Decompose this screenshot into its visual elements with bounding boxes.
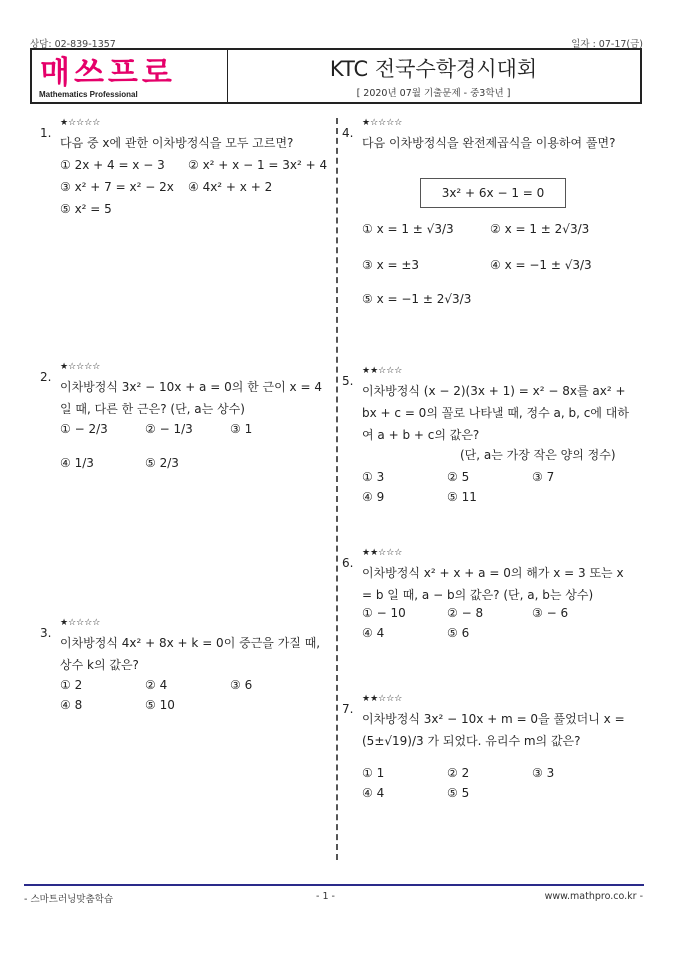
question-text: 이차방정식 3x² − 10x + a = 0의 한 근이 x = 4일 때, 다른 한 근은? (단, a는 상수) <box>60 380 322 416</box>
option-5[interactable]: ⑤ x² = 5 <box>60 202 112 216</box>
option-3[interactable]: ③ x = ±3 <box>362 258 420 272</box>
equation-box: 3x² + 6x − 1 = 0 <box>420 178 566 208</box>
question-number: 2. <box>40 370 52 384</box>
logo <box>32 50 228 102</box>
question-number: 5. <box>342 374 354 388</box>
option-2[interactable]: ② 5 <box>447 470 470 484</box>
question-6 <box>342 548 632 648</box>
option-5[interactable]: ⑤ 5 <box>447 786 470 800</box>
page-header <box>30 48 642 104</box>
question-7 <box>342 694 632 804</box>
question-text: 이차방정식 (x − 2)(3x + 1) = x² − 8x를 ax² + bx + c = 0의 꼴로 나타낼 때, 정수 a, b, c에 대하여 a + b + c의 값은? <box>362 384 629 442</box>
difficulty-stars: ★★☆☆☆ <box>362 366 403 376</box>
page-title: KTC 전국수학경시대회 <box>329 57 538 81</box>
difficulty-stars: ★☆☆☆☆ <box>60 362 101 372</box>
option-3[interactable]: ③ − 6 <box>532 606 569 620</box>
page-number: - 1 - <box>316 891 335 902</box>
question-text: 이차방정식 4x² + 8x + k = 0이 중근을 가질 때, 상수 k의 값은? <box>60 636 321 672</box>
option-4[interactable]: ④ 4 <box>362 786 385 800</box>
difficulty-stars: ★☆☆☆☆ <box>60 118 101 128</box>
option-1[interactable]: ① 2 <box>60 678 83 692</box>
question-4 <box>342 118 632 318</box>
exam-date: 일자 : 07-17(금) <box>571 39 643 50</box>
option-4[interactable]: ④ 1/3 <box>60 456 94 470</box>
page-subtitle: [ 2020년 07월 기출문제 - 중3학년 ] <box>356 88 511 99</box>
option-3[interactable]: ③ 1 <box>230 422 253 436</box>
option-4[interactable]: ④ 9 <box>362 490 385 504</box>
option-2[interactable]: ② 2 <box>447 766 470 780</box>
option-4[interactable]: ④ x = −1 ± √3/3 <box>490 258 592 272</box>
option-5[interactable]: ⑤ x = −1 ± 2√3/3 <box>362 292 472 306</box>
logo-mark <box>38 54 220 88</box>
question-text: 다음 이차방정식을 완전제곱식을 이용하여 풀면? <box>362 136 616 150</box>
footer-left: - 스마트러닝맞춤학습 <box>24 894 114 905</box>
question-number: 6. <box>342 556 354 570</box>
option-4[interactable]: ④ 4x² + x + 2 <box>188 180 273 194</box>
option-3[interactable]: ③ x² + 7 = x² − 2x <box>60 180 174 194</box>
question-1 <box>40 118 330 218</box>
option-3[interactable]: ③ 6 <box>230 678 253 692</box>
question-number: 4. <box>342 126 354 140</box>
option-1[interactable]: ① 2x + 4 = x − 3 <box>60 158 165 172</box>
option-4[interactable]: ④ 4 <box>362 626 385 640</box>
logo-text: 매쓰프로 <box>40 55 176 88</box>
difficulty-stars: ★★☆☆☆ <box>362 694 403 704</box>
option-1[interactable]: ① 3 <box>362 470 385 484</box>
question-text: 이차방정식 x² + x + a = 0의 해가 x = 3 또는 x = b 일 때, a − b의 값은? (단, a, b는 상수) <box>362 566 624 602</box>
option-4[interactable]: ④ 8 <box>60 698 83 712</box>
question-text: 다음 중 x에 관한 이차방정식을 모두 고르면? <box>60 136 294 150</box>
option-1[interactable]: ① − 2/3 <box>60 422 108 436</box>
option-1[interactable]: ① 1 <box>362 766 385 780</box>
condition-note: (단, a는 가장 작은 양의 정수) <box>460 448 616 462</box>
counsel-phone: 상담: 02-839-1357 <box>30 39 116 50</box>
option-1[interactable]: ① x = 1 ± √3/3 <box>362 222 454 236</box>
difficulty-stars: ★☆☆☆☆ <box>60 618 101 628</box>
question-text: 이차방정식 3x² − 10x + m = 0을 풀었더니 x = (5±√19)/3 가 되었다. 유리수 m의 값은? <box>362 712 625 748</box>
question-number: 3. <box>40 626 52 640</box>
footer-link[interactable]: www.mathpro.co.kr - <box>544 891 643 902</box>
difficulty-stars: ★★☆☆☆ <box>362 548 403 558</box>
question-3 <box>40 618 330 718</box>
question-2 <box>40 362 330 492</box>
option-2[interactable]: ② − 1/3 <box>145 422 193 436</box>
option-1[interactable]: ① − 10 <box>362 606 406 620</box>
logo-subtitle: Mathematics Professional <box>39 90 138 99</box>
option-3[interactable]: ③ 3 <box>532 766 555 780</box>
question-number: 7. <box>342 702 354 716</box>
footer-rule <box>24 884 644 886</box>
option-3[interactable]: ③ 7 <box>532 470 555 484</box>
question-number: 1. <box>40 126 52 140</box>
option-5[interactable]: ⑤ 10 <box>145 698 175 712</box>
column-divider <box>336 118 338 860</box>
option-2[interactable]: ② x² + x − 1 = 3x² + 4 <box>188 158 328 172</box>
option-5[interactable]: ⑤ 2/3 <box>145 456 179 470</box>
option-2[interactable]: ② 4 <box>145 678 168 692</box>
option-2[interactable]: ② x = 1 ± 2√3/3 <box>490 222 590 236</box>
option-2[interactable]: ② − 8 <box>447 606 484 620</box>
difficulty-stars: ★☆☆☆☆ <box>362 118 403 128</box>
question-5 <box>342 366 632 506</box>
option-5[interactable]: ⑤ 6 <box>447 626 470 640</box>
option-5[interactable]: ⑤ 11 <box>447 490 477 504</box>
